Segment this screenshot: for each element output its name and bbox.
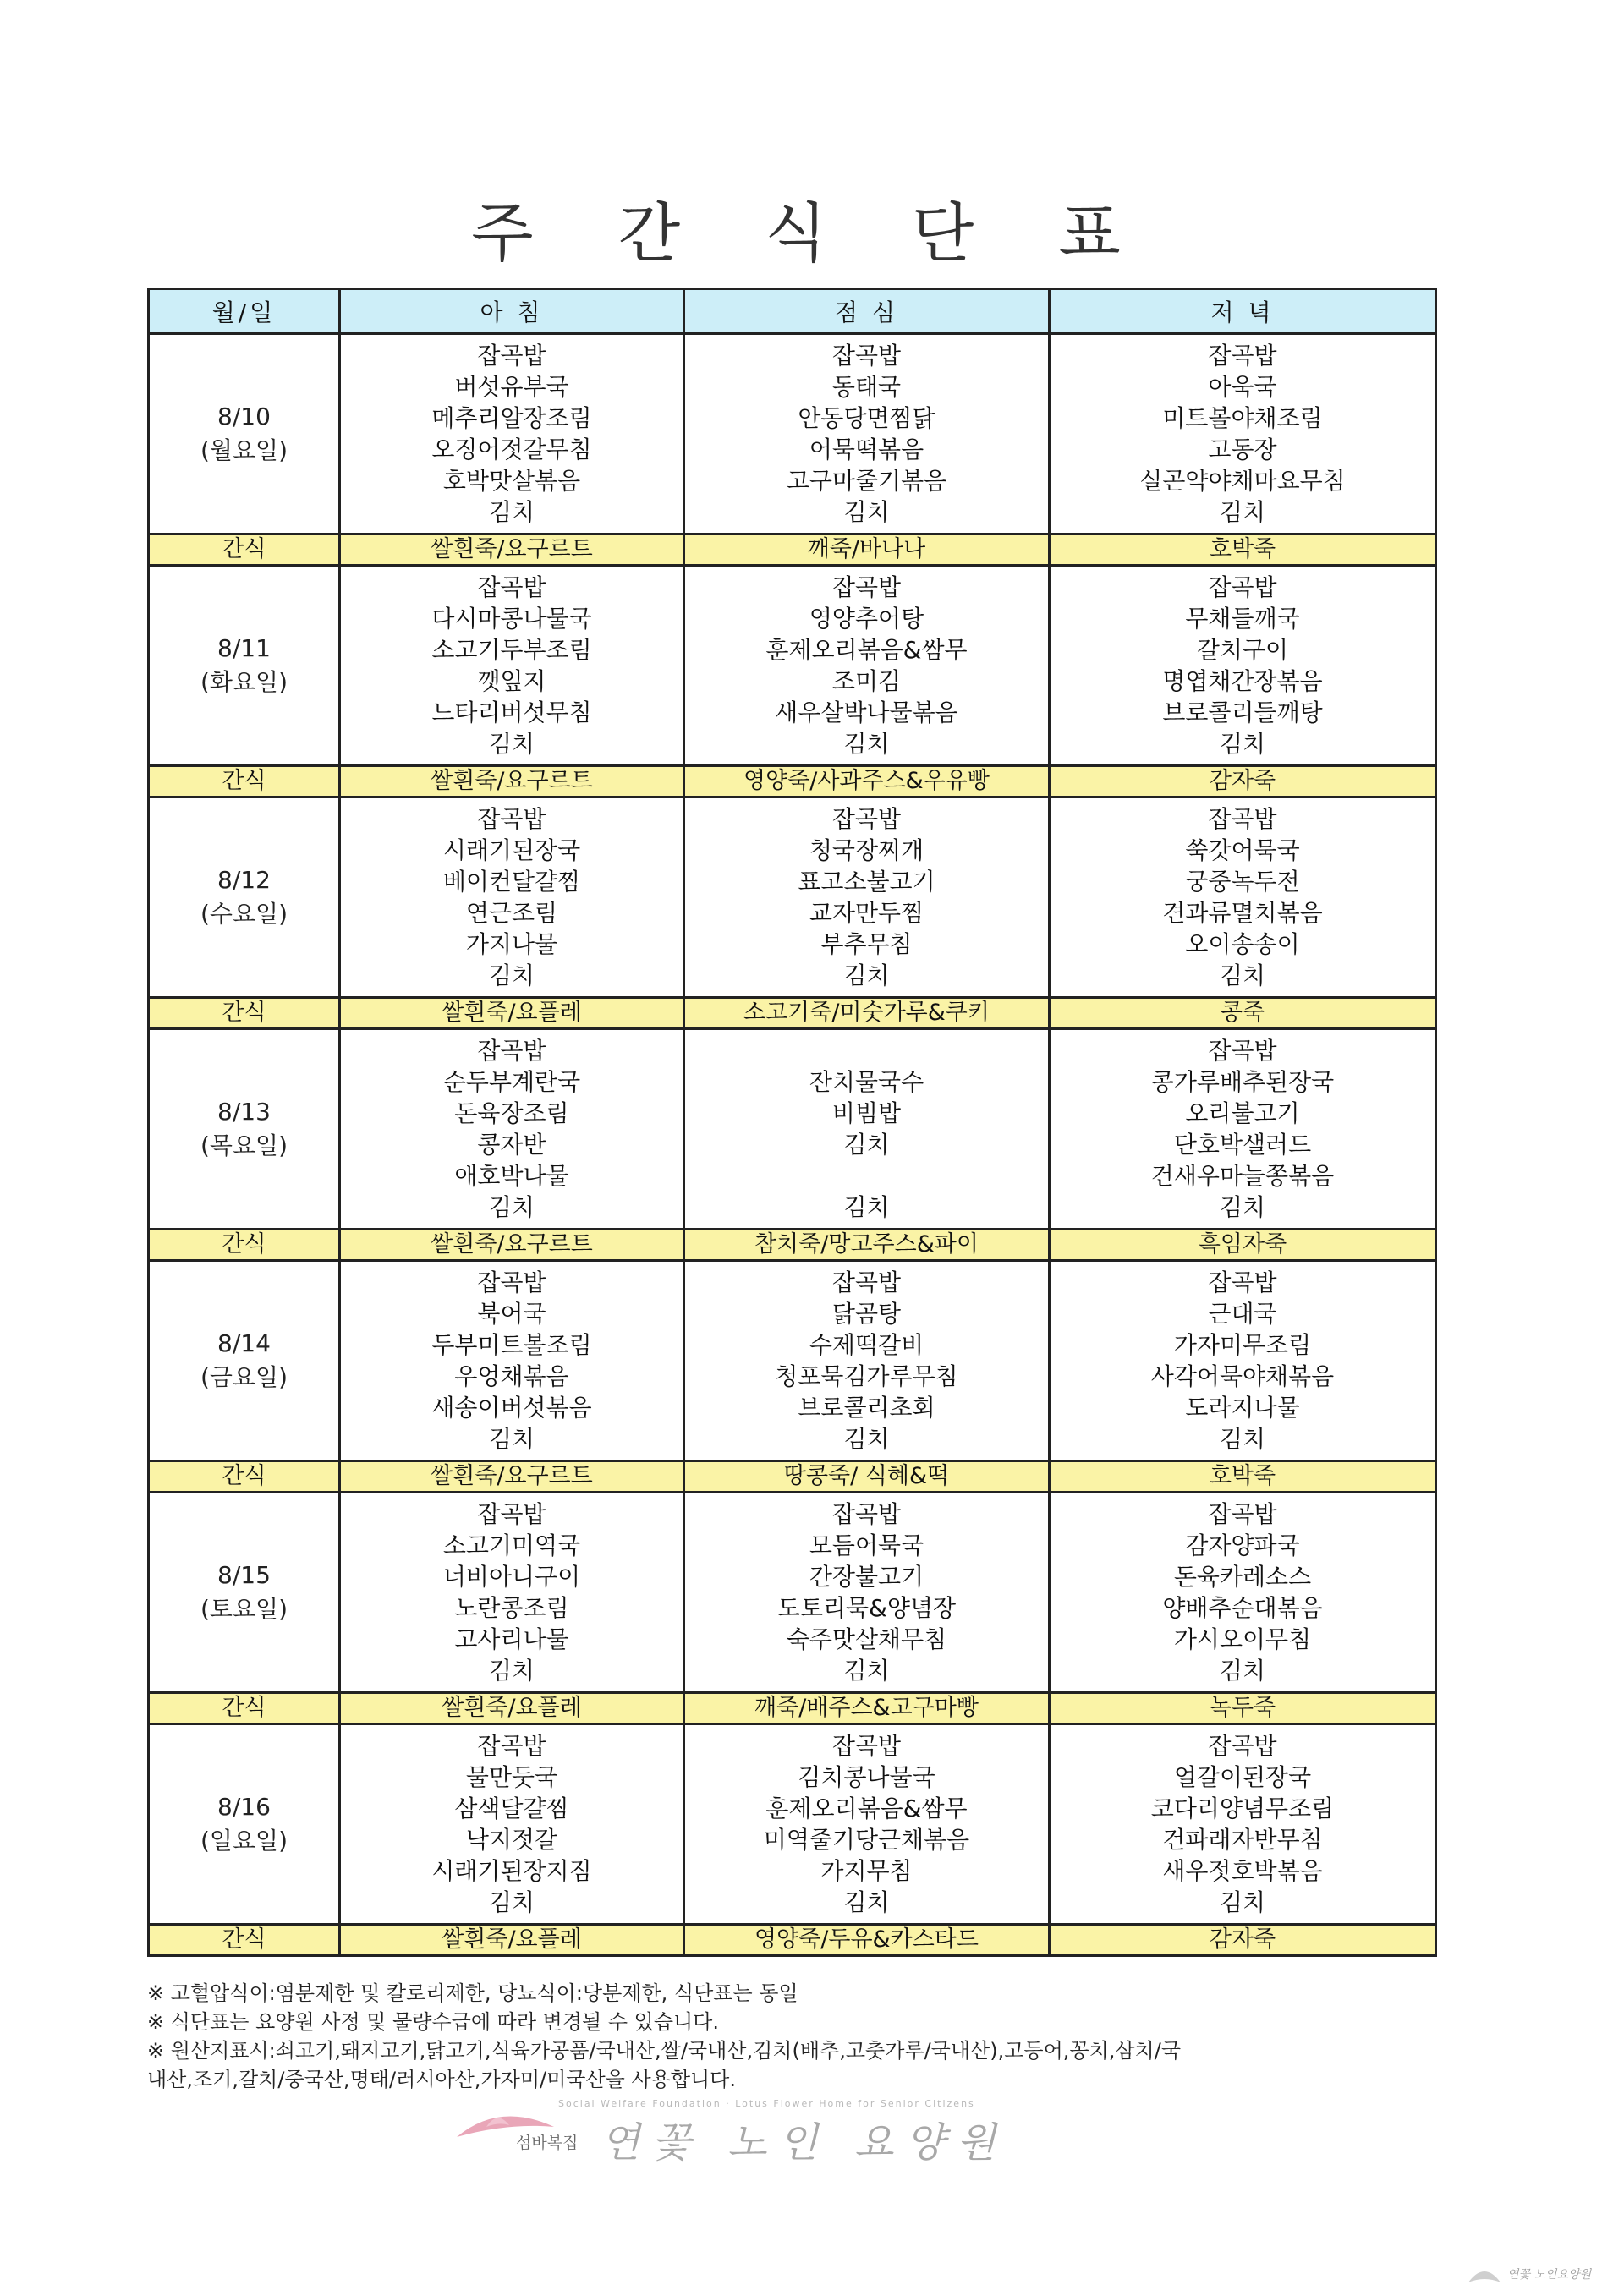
dinner-cell (1050, 566, 1436, 766)
header-breakfast: 아 침 (340, 289, 684, 334)
menu-item: 사각어묵야채볶음 (1150, 1362, 1335, 1390)
lunch-cell (684, 1724, 1050, 1925)
menu-item: 고동장 (1208, 436, 1277, 463)
snack-dinner: 흑임자죽 (1050, 1230, 1436, 1261)
snack-dinner: 감자죽 (1050, 1925, 1436, 1956)
date-cell (149, 566, 340, 766)
breakfast-cell (340, 334, 684, 534)
menu-item: 노란콩조림 (454, 1594, 569, 1622)
menu-item (685, 1035, 1048, 1066)
lunch-cell (684, 1029, 1050, 1230)
menu-item: 단호박샐러드 (1173, 1131, 1312, 1159)
snack-dinner: 호박죽 (1050, 1461, 1436, 1493)
menu-item: 느타리버섯무침 (431, 699, 592, 726)
lunch-cell (684, 797, 1050, 998)
date-cell (149, 1493, 340, 1693)
menu-item: 다시마콩나물국 (431, 605, 592, 633)
header-lunch: 점 심 (684, 289, 1050, 334)
snack-label: 간식 (149, 1693, 340, 1724)
menu-item: 연근조림 (465, 899, 558, 927)
date-label: 8/15 (217, 1561, 271, 1589)
menu-item: 버섯유부국 (454, 373, 569, 401)
menu-item: 돈육카레소스 (1173, 1563, 1312, 1591)
menu-item: 비빔밥 (831, 1099, 902, 1127)
date-cell (149, 797, 340, 998)
menu-item: 잡곡밥 (1208, 342, 1277, 370)
organization-logo (448, 2093, 1091, 2169)
menu-item: 잡곡밥 (477, 1732, 546, 1760)
menu-item: 청포묵김가루무침 (775, 1362, 958, 1390)
menu-item: 미트볼야채조림 (1162, 404, 1323, 432)
menu-item: 교자만두찜 (809, 899, 924, 927)
dinner-cell (1050, 334, 1436, 534)
note-line: 내산,조기,갈치/중국산,명태/러시아산,가자미/미국산을 사용합니다. (147, 2068, 736, 2091)
snack-label: 간식 (149, 534, 340, 566)
dinner-cell (1050, 797, 1436, 998)
menu-item: 건파래자반무침 (1162, 1826, 1323, 1854)
snack-label: 간식 (149, 766, 340, 797)
menu-item: 새우젓호박볶음 (1162, 1857, 1323, 1885)
dinner-cell (1050, 1493, 1436, 1693)
menu-item: 코다리양념무조림 (1150, 1795, 1335, 1822)
menu-item: 호박맛살볶음 (442, 467, 581, 495)
menu-item: 낙지젓갈 (465, 1826, 558, 1854)
menu-item: 궁중녹두전 (1185, 868, 1300, 896)
menu-item: 콩가루배추된장국 (1150, 1068, 1335, 1096)
menu-item: 표고소불고기 (798, 868, 935, 896)
lunch-cell (684, 1261, 1050, 1461)
snack-row (149, 1925, 1436, 1956)
menu-item: 김치 (488, 962, 535, 989)
menu-item: 물만둣국 (465, 1763, 558, 1791)
menu-item: 애호박나물 (454, 1162, 569, 1190)
menu-item: 김치 (843, 1131, 890, 1159)
weekday-label: (목요일) (200, 1132, 288, 1159)
menu-item: 김치 (1219, 498, 1266, 526)
menu-item: 소고기두부조림 (431, 636, 592, 664)
snack-dinner: 감자죽 (1050, 766, 1436, 797)
snack-breakfast: 쌀흰죽/요플레 (340, 1693, 684, 1724)
snack-row (149, 534, 1436, 566)
menu-item: 시래기된장국 (442, 836, 581, 864)
lunch-cell (684, 566, 1050, 766)
note-line: ※ 식단표는 요양원 사정 및 물량수급에 따라 변경될 수 있습니다. (147, 2010, 719, 2034)
corner-watermark (1465, 2257, 1609, 2291)
dinner-cell (1050, 1029, 1436, 1230)
day-row (149, 1029, 1436, 1230)
date-label: 8/14 (217, 1329, 271, 1357)
menu-item: 순두부계란국 (442, 1068, 581, 1096)
weekday-label: (화요일) (200, 668, 288, 696)
breakfast-cell (340, 566, 684, 766)
menu-item: 잡곡밥 (1208, 1269, 1277, 1296)
menu-item: 잡곡밥 (477, 1500, 546, 1528)
menu-item: 가시오이무침 (1173, 1625, 1312, 1653)
menu-item: 훈제오리볶음&쌈무 (765, 636, 968, 664)
menu-item: 브로콜리초회 (798, 1394, 935, 1422)
snack-lunch: 땅콩죽/ 식혜&떡 (684, 1461, 1050, 1493)
corner-watermark-text: 연꽃 노인요양원 (1507, 2268, 1592, 2282)
breakfast-cell (340, 1261, 684, 1461)
menu-item: 김치 (843, 1193, 890, 1221)
weekday-label: (수요일) (200, 900, 288, 928)
dinner-cell (1050, 1261, 1436, 1461)
day-row (149, 1724, 1436, 1925)
menu-item: 너비아니구이 (442, 1563, 581, 1591)
menu-item: 건새우마늘쫑볶음 (1150, 1162, 1335, 1190)
menu-item: 고구마줄기볶음 (786, 467, 947, 495)
menu-item: 아욱국 (1208, 373, 1277, 401)
menu-item: 김치 (488, 730, 535, 758)
date-label: 8/11 (217, 634, 271, 662)
menu-item: 잡곡밥 (831, 1500, 902, 1528)
snack-row (149, 766, 1436, 797)
snack-lunch: 참치죽/망고주스&파이 (684, 1230, 1050, 1261)
weekday-label: (토요일) (200, 1595, 288, 1623)
menu-item: 두부미트볼조림 (431, 1331, 592, 1359)
menu-item: 베이컨달걀찜 (442, 868, 581, 896)
menu-item: 김치 (488, 1888, 535, 1916)
menu-item: 닭곰탕 (831, 1300, 902, 1328)
menu-item: 가자미무조림 (1173, 1331, 1312, 1359)
logo-tagline: Social Welfare Foundation · Lotus Flower Home for Senior Citizens (558, 2098, 975, 2109)
menu-item: 조미김 (831, 667, 902, 695)
menu-item: 김치 (1219, 730, 1266, 758)
snack-lunch: 소고기죽/미숫가루&쿠키 (684, 998, 1050, 1029)
menu-item: 시래기된장지짐 (431, 1857, 592, 1885)
date-label: 8/12 (217, 866, 271, 894)
header-row (149, 289, 1436, 334)
menu-item: 오징어젓갈무침 (431, 436, 592, 463)
logo-org-small: 섬바복집 (516, 2134, 579, 2152)
menu-item: 김치 (1219, 1657, 1266, 1685)
breakfast-cell (340, 1029, 684, 1230)
date-cell (149, 1261, 340, 1461)
menu-item: 김치 (843, 1657, 890, 1685)
menu-item: 김치 (488, 1193, 535, 1221)
menu-item: 실곤약야채마요무침 (1139, 467, 1346, 495)
snack-lunch: 영양죽/사과주스&우유빵 (684, 766, 1050, 797)
menu-item: 김치 (1219, 962, 1266, 989)
menu-item: 소고기미역국 (442, 1532, 581, 1559)
menu-item: 잡곡밥 (831, 1732, 902, 1760)
menu-item: 동태국 (831, 373, 902, 401)
menu-item: 깻잎지 (477, 667, 546, 695)
snack-lunch: 깨죽/바나나 (684, 534, 1050, 566)
snack-label: 간식 (149, 998, 340, 1029)
menu-item: 김치 (843, 962, 890, 989)
menu-item: 잡곡밥 (831, 342, 902, 370)
menu-item: 감자양파국 (1185, 1532, 1300, 1559)
snack-breakfast: 쌀흰죽/요구르트 (340, 1230, 684, 1261)
menu-item: 갈치구이 (1196, 636, 1289, 664)
menu-item: 얼갈이된장국 (1173, 1763, 1312, 1791)
day-row (149, 797, 1436, 998)
menu-item: 잡곡밥 (477, 1037, 546, 1065)
day-row (149, 1493, 1436, 1693)
date-label: 8/10 (217, 403, 271, 430)
menu-body (149, 334, 1436, 1956)
snack-dinner: 콩죽 (1050, 998, 1436, 1029)
day-row (149, 334, 1436, 534)
date-cell (149, 1724, 340, 1925)
weekly-menu-table (147, 288, 1437, 1957)
menu-item: 고사리나물 (454, 1625, 569, 1653)
menu-item: 잡곡밥 (477, 805, 546, 833)
menu-item: 잡곡밥 (831, 1269, 902, 1296)
breakfast-cell (340, 797, 684, 998)
menu-item: 수제떡갈비 (809, 1331, 924, 1359)
menu-item: 새송이버섯볶음 (431, 1394, 592, 1422)
snack-label: 간식 (149, 1925, 340, 1956)
menu-item: 가지무침 (820, 1857, 913, 1885)
breakfast-cell (340, 1724, 684, 1925)
menu-item: 김치 (843, 730, 890, 758)
menu-item: 잡곡밥 (1208, 1037, 1277, 1065)
menu-item: 잡곡밥 (477, 573, 546, 601)
menu-item (685, 1160, 1048, 1192)
date-cell (149, 334, 340, 534)
menu-item: 양배추순대볶음 (1162, 1594, 1323, 1622)
menu-item: 명엽채간장볶음 (1162, 667, 1323, 695)
lotus-watermark-icon (1465, 2257, 1504, 2289)
menu-item: 김치 (488, 1657, 535, 1685)
menu-item: 김치 (488, 498, 535, 526)
snack-breakfast: 쌀흰죽/요플레 (340, 998, 684, 1029)
menu-item: 잡곡밥 (1208, 1732, 1277, 1760)
menu-item: 잡곡밥 (477, 1269, 546, 1296)
menu-item: 김치 (1219, 1888, 1266, 1916)
menu-item: 잡곡밥 (1208, 1500, 1277, 1528)
snack-row (149, 1230, 1436, 1261)
menu-item: 김치 (843, 1425, 890, 1453)
snack-dinner: 녹두죽 (1050, 1693, 1436, 1724)
menu-item: 부추무침 (820, 930, 913, 958)
snack-breakfast: 쌀흰죽/요구르트 (340, 1461, 684, 1493)
menu-item: 새우살박나물볶음 (775, 699, 958, 726)
menu-item: 쑥갓어묵국 (1185, 836, 1300, 864)
snack-label: 간식 (149, 1461, 340, 1493)
menu-item: 메추리알장조림 (431, 404, 592, 432)
page-title: 주 간 식 단 표 (471, 195, 1153, 271)
day-row (149, 566, 1436, 766)
menu-item: 어묵떡볶음 (809, 436, 924, 463)
lunch-cell (684, 1493, 1050, 1693)
menu-item: 북어국 (477, 1300, 546, 1328)
snack-dinner: 호박죽 (1050, 534, 1436, 566)
menu-item: 잡곡밥 (1208, 573, 1277, 601)
menu-item: 삼색달걀찜 (454, 1795, 569, 1822)
menu-item: 잔치물국수 (809, 1068, 924, 1096)
menu-item: 무채들깨국 (1185, 605, 1300, 633)
weekday-label: (월요일) (200, 436, 288, 464)
header-date: 월/일 (149, 289, 340, 334)
snack-breakfast: 쌀흰죽/요플레 (340, 1925, 684, 1956)
weekday-label: (일요일) (200, 1827, 288, 1855)
menu-item: 콩자반 (477, 1131, 546, 1159)
menu-item: 잡곡밥 (477, 342, 546, 370)
menu-item: 견과류멸치볶음 (1162, 899, 1323, 927)
menu-item: 영양추어탕 (809, 605, 924, 633)
logo-org-name: 연꽃 노인 요양원 (601, 2119, 1008, 2167)
lunch-cell (684, 334, 1050, 534)
menu-item: 김치 (1219, 1425, 1266, 1453)
menu-item: 잡곡밥 (831, 805, 902, 833)
snack-label: 간식 (149, 1230, 340, 1261)
date-cell (149, 1029, 340, 1230)
snack-lunch: 영양죽/두유&카스타드 (684, 1925, 1050, 1956)
menu-item: 미역줄기당근채볶음 (763, 1826, 970, 1854)
menu-item: 도라지나물 (1185, 1394, 1300, 1422)
date-label: 8/16 (217, 1793, 271, 1821)
menu-item: 오이송송이 (1185, 930, 1300, 958)
weekday-label: (금요일) (200, 1363, 288, 1391)
snack-row (149, 1693, 1436, 1724)
day-row (149, 1261, 1436, 1461)
menu-item: 잡곡밥 (831, 573, 902, 601)
menu-item: 우엉채볶음 (454, 1362, 569, 1390)
menu-item: 가지나물 (465, 930, 558, 958)
date-label: 8/13 (217, 1098, 271, 1126)
header-dinner: 저 녁 (1050, 289, 1436, 334)
menu-item: 오리불고기 (1185, 1099, 1300, 1127)
menu-item: 간장불고기 (809, 1563, 924, 1591)
snack-breakfast: 쌀흰죽/요구르트 (340, 766, 684, 797)
menu-item: 김치 (843, 1888, 890, 1916)
dinner-cell (1050, 1724, 1436, 1925)
menu-item: 김치 (1219, 1193, 1266, 1221)
snack-row (149, 1461, 1436, 1493)
menu-item: 돈육장조림 (454, 1099, 569, 1127)
note-line: ※ 고혈압식이:염분제한 및 칼로리제한, 당뇨식이:당분제한, 식단표는 동일 (147, 1981, 798, 2005)
notes (147, 1979, 1450, 2094)
menu-item: 김치 (843, 498, 890, 526)
menu-item: 숙주맛살채무침 (786, 1625, 947, 1653)
menu-item: 청국장찌개 (809, 836, 924, 864)
menu-item: 모듬어묵국 (809, 1532, 924, 1559)
menu-item: 안동당면찜닭 (798, 404, 935, 432)
note-line: ※ 원산지표시:쇠고기,돼지고기,닭고기,식육가공품/국내산,쌀/국내산,김치(배추,고춧가루/국내산),고등어,꽁치,삼치/국 (147, 2039, 1182, 2063)
snack-lunch: 깨죽/배주스&고구마빵 (684, 1693, 1050, 1724)
snack-breakfast: 쌀흰죽/요구르트 (340, 534, 684, 566)
breakfast-cell (340, 1493, 684, 1693)
snack-row (149, 998, 1436, 1029)
menu-item: 브로콜리들깨탕 (1162, 699, 1323, 726)
menu-item: 김치 (488, 1425, 535, 1453)
menu-item: 김치콩나물국 (798, 1763, 935, 1791)
menu-item: 잡곡밥 (1208, 805, 1277, 833)
menu-item: 훈제오리볶음&쌈무 (765, 1795, 968, 1822)
menu-item: 근대국 (1208, 1300, 1277, 1328)
menu-item: 도토리묵&양념장 (776, 1594, 957, 1622)
